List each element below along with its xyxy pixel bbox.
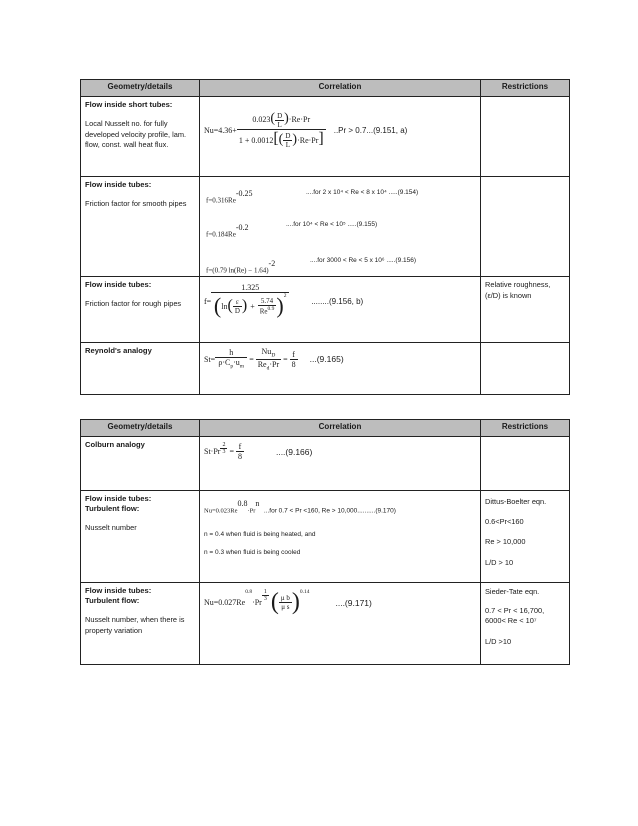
row-description: Local Nusselt no. for fully developed velocity profile, lam. flow, const. wall heat flux. bbox=[85, 119, 187, 149]
correlation-cell bbox=[200, 583, 481, 665]
restriction-1: Sieder-Tate eqn. bbox=[485, 587, 540, 596]
row-description: Nusselt number bbox=[85, 523, 137, 532]
f-label: f bbox=[290, 350, 298, 360]
num-coef: 0.023 bbox=[252, 115, 271, 124]
mu-b: μ b bbox=[280, 594, 290, 602]
equation-ref: ...(9.165) bbox=[309, 354, 344, 365]
row-title: Colburn analogy bbox=[85, 440, 145, 449]
equation-prefix: f= bbox=[204, 296, 212, 306]
exp-num: 1 bbox=[263, 589, 267, 595]
equation-prefix: Nu=4.36+ bbox=[204, 125, 237, 135]
exp-3: 0.14 bbox=[299, 589, 310, 595]
restriction-4: L/D > 10 bbox=[485, 557, 514, 567]
eight-label: 8 bbox=[291, 359, 296, 369]
d-label-2: D bbox=[285, 132, 291, 141]
geometry-cell bbox=[81, 583, 200, 665]
restrictions-cell bbox=[481, 97, 570, 177]
equation-ref-2: ....for 10⁴ < Re < 10⁵ .....(9.155) bbox=[286, 221, 378, 228]
geometry-cell bbox=[81, 437, 200, 491]
restriction-3: Re > 10,000 bbox=[485, 537, 526, 546]
header-geometry: Geometry/details bbox=[81, 420, 200, 437]
re-exp: 0.9 bbox=[267, 305, 275, 312]
restrictions-cell bbox=[481, 177, 570, 277]
table-header-row bbox=[81, 420, 570, 437]
um-label: ·u bbox=[233, 358, 240, 368]
table-header-row bbox=[81, 80, 570, 97]
equation-3: f=(0.79 ln(Re) − 1.64) bbox=[206, 266, 269, 275]
restriction-4: L/D >10 bbox=[485, 636, 512, 646]
equation-1: f=0.316Re bbox=[206, 196, 236, 205]
equation-fraction: 1.325 ( ln ( $\frac{\varepsilon}{D}$ ) + $\frac{5.74}{Re^{0.9}}$ ) $^2$ bbox=[211, 283, 289, 319]
square-exp: 2 bbox=[283, 293, 287, 299]
equation-ref: ....(9.171) bbox=[335, 597, 372, 608]
den1: ρ·C bbox=[218, 358, 231, 368]
h-label: h bbox=[215, 348, 247, 358]
table-row bbox=[81, 343, 570, 395]
restriction-3: 6000< Re < 10⁷ bbox=[485, 616, 537, 625]
nu-label: Nu bbox=[261, 347, 272, 356]
exp-num: 2 bbox=[222, 442, 226, 448]
equation-3-exp: -2 bbox=[268, 259, 276, 268]
table-row bbox=[81, 177, 570, 277]
header-correlation: Correlation bbox=[200, 80, 481, 97]
restrictions-cell bbox=[481, 437, 570, 491]
correlation-cell bbox=[200, 177, 481, 277]
equation-ref: ...for 0.7 < Pr <160, Re > 10,000..........(9.170) bbox=[263, 507, 396, 515]
equation bbox=[204, 442, 312, 461]
eq-sign: = bbox=[229, 447, 234, 456]
correlation-table-1 bbox=[80, 79, 570, 395]
plus-sign: + bbox=[250, 301, 255, 311]
equation-ref-3: ....for 3000 < Re < 5 x 10⁶ .....(9.156) bbox=[310, 257, 417, 264]
row-title: Flow inside tubes: bbox=[85, 180, 152, 189]
eq-2: = bbox=[283, 354, 288, 364]
re-label: Re bbox=[257, 359, 267, 369]
exp-den: 3 bbox=[222, 449, 226, 455]
row-title: Flow inside tubes: bbox=[85, 280, 152, 289]
restrictions-cell bbox=[481, 491, 570, 583]
header-restrictions: Restrictions bbox=[481, 80, 570, 97]
table-row bbox=[81, 437, 570, 491]
pr-label: ·Pr bbox=[247, 507, 256, 515]
equation-2-exp: -0.2 bbox=[235, 223, 249, 232]
p-sub: p bbox=[230, 363, 234, 370]
f-label: f bbox=[236, 442, 244, 452]
row-description: Friction factor for rough pipes bbox=[85, 299, 182, 308]
exp-1: 0.8 bbox=[237, 499, 248, 508]
exp-den: 3 bbox=[263, 596, 267, 602]
d-label: D bbox=[234, 306, 240, 315]
geometry-cell bbox=[81, 277, 200, 343]
restriction-1: Dittus-Boelter eqn. bbox=[485, 497, 547, 506]
num-tail: ·Re·Pr bbox=[288, 115, 311, 124]
table-row bbox=[81, 277, 570, 343]
restrictions-cell bbox=[481, 277, 570, 343]
m-sub: m bbox=[239, 363, 245, 370]
eq-1: = bbox=[249, 354, 254, 364]
equation: Nu=0.027Re 0.8 ·Pr $\frac{1}{3}$ ( $\frac{\text{μ b}}{\text{μ s}}$ ) $^{0.14}$ ....(9.171) bbox=[204, 589, 372, 615]
geometry-cell bbox=[81, 97, 200, 177]
restriction-2: 0.6<Pr<160 bbox=[485, 516, 524, 526]
restrictions-cell bbox=[481, 343, 570, 395]
nu-sub: D bbox=[271, 352, 276, 359]
equation-2: f=0.184Re bbox=[206, 230, 236, 239]
c-label: 5.74 bbox=[258, 297, 277, 306]
pr-label: ·Pr bbox=[252, 598, 262, 607]
restriction-text: Relative roughness, (ε/D) is known bbox=[485, 280, 551, 300]
row-description: Nusselt number, when there is property variation bbox=[85, 615, 185, 635]
eps-label: ε bbox=[233, 298, 242, 307]
correlation-cell bbox=[200, 437, 481, 491]
equation bbox=[204, 283, 363, 319]
den-tail: ·Re·Pr bbox=[297, 135, 319, 145]
row-title: Flow inside tubes: bbox=[85, 494, 152, 503]
eight-label: 8 bbox=[237, 452, 242, 461]
correlation-cell bbox=[200, 343, 481, 395]
row-description: Friction factor for smooth pipes bbox=[85, 199, 187, 208]
den-coef: 1 + 0.0012 bbox=[238, 135, 274, 145]
exp-1: 0.8 bbox=[245, 589, 253, 595]
row-title: Reynold's analogy bbox=[85, 346, 152, 355]
table-row bbox=[81, 583, 570, 665]
mu-s: μ s bbox=[281, 603, 290, 611]
row-subtitle: Turbulent flow: bbox=[85, 596, 140, 605]
correlation-cell bbox=[200, 97, 481, 177]
geometry-cell bbox=[81, 491, 200, 583]
geometry-cell bbox=[81, 177, 200, 277]
eq-label: Nu=0.027Re bbox=[204, 598, 246, 607]
geometry-cell bbox=[81, 343, 200, 395]
table-row bbox=[81, 491, 570, 583]
note-heated: n = 0.4 when fluid is being heated, and bbox=[204, 531, 316, 539]
ln-label: ln bbox=[221, 301, 228, 311]
row-title: Flow inside short tubes: bbox=[85, 100, 173, 109]
equation-fraction: 0.023( $\frac{D}{L}$ )·Re·Pr 1 + 0.0012[( $\frac{D}{L}$ )·Re·Pr] bbox=[238, 111, 324, 150]
equation-ref: ..Pr > 0.7...(9.151, a) bbox=[333, 125, 408, 135]
equation-ref: ....(9.166) bbox=[275, 446, 313, 457]
equation bbox=[204, 347, 344, 371]
correlation-cell bbox=[200, 491, 481, 583]
numerator: 1.325 bbox=[211, 283, 289, 293]
st-label: St·Pr bbox=[204, 447, 221, 456]
l-label-2: L bbox=[285, 141, 290, 150]
equation bbox=[204, 111, 407, 149]
correlation-cell bbox=[200, 277, 481, 343]
equation-ref-1: ....for 2 x 10⁴ < Re < 8 x 10⁴ .....(9.154) bbox=[306, 189, 419, 196]
re-label: Re bbox=[259, 307, 268, 316]
table-row bbox=[81, 97, 570, 177]
st-label: St= bbox=[204, 354, 216, 364]
restriction-2: 0.7 < Pr < 16,700, bbox=[485, 605, 545, 615]
exp-2: n bbox=[255, 499, 260, 508]
d-label: D bbox=[277, 111, 283, 120]
row-title: Flow inside tubes: bbox=[85, 586, 152, 595]
equation: Nu=0.023Re bbox=[204, 507, 238, 515]
equation-1-exp: -0.25 bbox=[235, 189, 253, 198]
header-restrictions: Restrictions bbox=[481, 420, 570, 437]
restrictions-cell bbox=[481, 583, 570, 665]
re-sub: d bbox=[266, 365, 270, 372]
header-geometry: Geometry/details bbox=[81, 80, 200, 97]
header-correlation: Correlation bbox=[200, 420, 481, 437]
row-subtitle: Turbulent flow: bbox=[85, 504, 140, 513]
pr-label: ·Pr bbox=[269, 359, 280, 369]
correlation-table-2 bbox=[80, 419, 570, 665]
equation-ref: ........(9.156, b) bbox=[311, 296, 364, 306]
note-cooled: n = 0.3 when fluid is being cooled bbox=[204, 549, 301, 557]
l-label: L bbox=[277, 120, 282, 129]
